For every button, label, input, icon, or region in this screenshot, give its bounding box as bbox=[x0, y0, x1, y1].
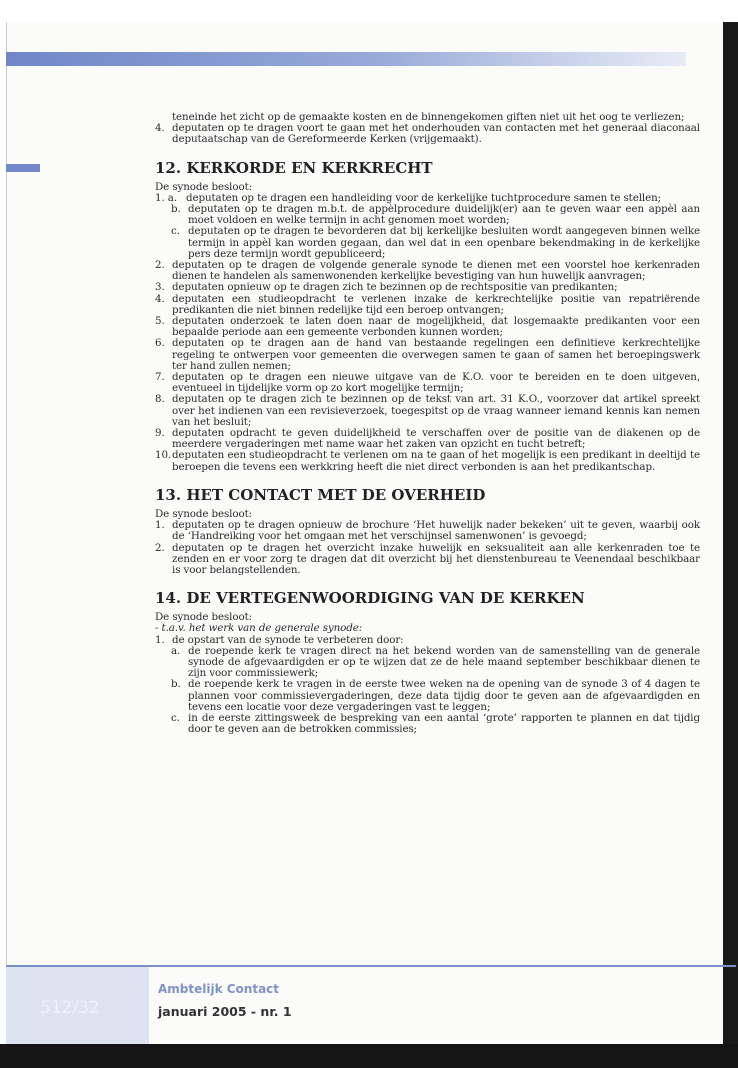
list-text: deputaten onderzoek te laten doen naar de mogelijkheid, dat losgemaakte predikanten voor een bepaalde periode aan een gemeente verbonden kunnen worden; bbox=[172, 315, 700, 339]
list-item bbox=[155, 204, 700, 226]
list-text: de roepende kerk te vragen direct na het bekend worden van de samenstelling van de generale synode de afgevaardigden er op te wijzen dat ze de hele maand september beschikbaar dienen te zijn voor commissiewerk; bbox=[188, 644, 700, 680]
list-item bbox=[155, 543, 700, 577]
list-number: b. bbox=[171, 678, 181, 691]
list-item bbox=[155, 123, 700, 145]
list-number: 2. bbox=[155, 259, 165, 272]
list-text: deputaten op te dragen zich te bezinnen op de tekst van art. 31 K.O., voorzover dat artikel spreekt over het indienen van een revisieverzoek, toegespitst op de vraag wanneer iemand kennis kan nemen van het besluit; bbox=[172, 393, 700, 428]
list-text: in de eerste zittingsweek de bespreking van een aantal ‘grote’ rapporten te plannen en dat tijdig door te geven aan de betrokken commissies; bbox=[188, 711, 700, 736]
list-number: 3. bbox=[155, 281, 165, 294]
list-text: deputaten op te dragen m.b.t. de appèlprocedure duidelijk(er) aan te geven waar een appèl aan moet voldoen en welke termijn in acht genomen moet worden; bbox=[188, 203, 700, 227]
scan-edge-right bbox=[723, 22, 738, 1068]
list-number: 1. a. bbox=[155, 191, 178, 204]
list-item bbox=[155, 316, 700, 338]
main-text bbox=[155, 112, 700, 735]
list-text: de opstart van de synode te verbeteren door: bbox=[172, 633, 404, 646]
list-text: deputaten een studieopdracht te verlenen inzake de kerkrechtelijke positie van repatriërende predikanten die niet binnen redelijke tijd een beroep ontvangen; bbox=[172, 292, 700, 316]
side-marker-tab bbox=[6, 164, 40, 172]
list-number: 7. bbox=[155, 371, 165, 384]
list-item bbox=[155, 646, 700, 680]
list-number: 5. bbox=[155, 315, 165, 328]
header-color-band bbox=[6, 52, 686, 66]
list-text: deputaten op te dragen opnieuw de brochure ‘Het huwelijk nader bekeken’ uit te geven, waarbij ook de ‘Handreiking voor het omgaan met het verschijnsel samenwonen’ is gevoegd; bbox=[172, 519, 700, 543]
list-number: c. bbox=[171, 225, 180, 238]
section-14-heading: 14. DE VERTEGENWOORDIGING VAN DE KERKEN bbox=[155, 589, 585, 608]
list-text: deputaten op te dragen te bevorderen dat bij kerkelijke besluiten wordt aangegeven binnen welke termijn in appèl kan worden gegaan, dan wel dat in een openbare bekendmaking in de kerkelijke pers deze termijn wordt gepubliceerd; bbox=[188, 225, 700, 260]
list-item bbox=[155, 260, 700, 282]
section-14-intro: De synode besloot: bbox=[155, 611, 252, 624]
list-item bbox=[155, 226, 700, 260]
list-item bbox=[155, 338, 700, 372]
list-text: deputaten op te dragen een handleiding voor de kerkelijke tuchtprocedure samen te stellen; bbox=[186, 191, 661, 204]
section-13-intro: De synode besloot: bbox=[155, 507, 252, 520]
list-text: deputaten op te dragen de volgende generale synode te dienen met een voorstel hoe kerkenraden dienen te handelen als samenwonenden kerkelijke bevestiging van hun huwelijk aanvragen; bbox=[172, 259, 700, 283]
list-text: deputaten op te dragen het overzicht inzake huwelijk en seksualiteit aan alle kerkenraden toe te zenden en er voor zorg te dragen dat dit overzicht bij het dienstenbureau te Veenendaal beschikbaar is voor belangstellenden. bbox=[172, 541, 700, 576]
scan-edge-bottom bbox=[0, 1044, 738, 1068]
list-text: deputaten op te dragen voort te gaan met het onderhouden van contacten met het generaal diaconaal deputaatschap van de Gereformeerde Kerken (vrijgemaakt). bbox=[172, 122, 700, 146]
list-item bbox=[155, 294, 700, 316]
section-12-heading: 12. KERKORDE EN KERKRECHT bbox=[155, 158, 433, 177]
list-item bbox=[155, 372, 700, 394]
list-number: a. bbox=[171, 644, 181, 657]
list-item bbox=[155, 713, 700, 735]
section-14-subintro: - t.a.v. het werk van de generale synode: bbox=[155, 622, 363, 635]
list-item bbox=[155, 450, 700, 472]
list-item bbox=[155, 520, 700, 542]
list-number: 6. bbox=[155, 337, 165, 350]
list-text: deputaten een studieopdracht te verlenen om na te gaan of het mogelijk is een predikant in deeltijd te beroepen die tevens een werkkring heeft die niet direct verbonden is aan het predikantschap. bbox=[172, 449, 700, 473]
list-item bbox=[155, 428, 700, 450]
list-number: b. bbox=[171, 203, 181, 216]
list-number: 9. bbox=[155, 427, 165, 440]
list-text: deputaten opnieuw op te dragen zich te bezinnen op de rechtspositie van predikanten; bbox=[172, 281, 618, 294]
list-number: 10. bbox=[155, 449, 172, 462]
continuation-text: teneinde het zicht op de gemaakte kosten en de binnengekomen giften niet uit het oog te verliezen; bbox=[172, 111, 685, 123]
list-number: 4. bbox=[155, 292, 165, 305]
page-number: 512/32 bbox=[40, 998, 100, 1018]
list-text: deputaten op te dragen een nieuwe uitgave van de K.O. voor te bereiden en te doen uitgeven, eventueel in tijdelijke vorm op zo kort mogelijke termijn; bbox=[172, 371, 700, 395]
list-number: 4. bbox=[155, 122, 165, 135]
list-text: de roepende kerk te vragen in de eerste twee weken na de opening van de synode 3 of 4 dagen te plannen voor commissievergaderingen, deze data tijdig door te geven aan de afgevaardigden en tevens een locatie voor deze vergaderingen vast te leggen; bbox=[188, 678, 700, 713]
list-number: 1. bbox=[155, 633, 165, 646]
list-item bbox=[155, 394, 700, 428]
list-number: 2. bbox=[155, 541, 165, 554]
list-number: 1. bbox=[155, 519, 165, 532]
section-13-heading: 13. HET CONTACT MET DE OVERHEID bbox=[155, 485, 486, 504]
publication-title: Ambtelijk Contact bbox=[158, 982, 280, 996]
list-text: deputaten opdracht te geven duidelijkheid te verschaffen over de positie van de diakenen op de meerdere vergaderingen met name waar het zaken van opzicht en tucht betreft; bbox=[172, 427, 700, 451]
list-number: c. bbox=[171, 711, 180, 724]
section-12-intro: De synode besloot: bbox=[155, 180, 252, 193]
list-item bbox=[155, 679, 700, 713]
list-number: 8. bbox=[155, 393, 165, 406]
issue-date: januari 2005 - nr. 1 bbox=[158, 1004, 292, 1019]
list-text: deputaten op te dragen aan de hand van bestaande regelingen een definitieve kerkrechtelijke regeling te ontwerpen voor gemeenten die overwegen samen te gaan of samen het beroepingswerk ter hand zullen nemen; bbox=[172, 337, 700, 372]
